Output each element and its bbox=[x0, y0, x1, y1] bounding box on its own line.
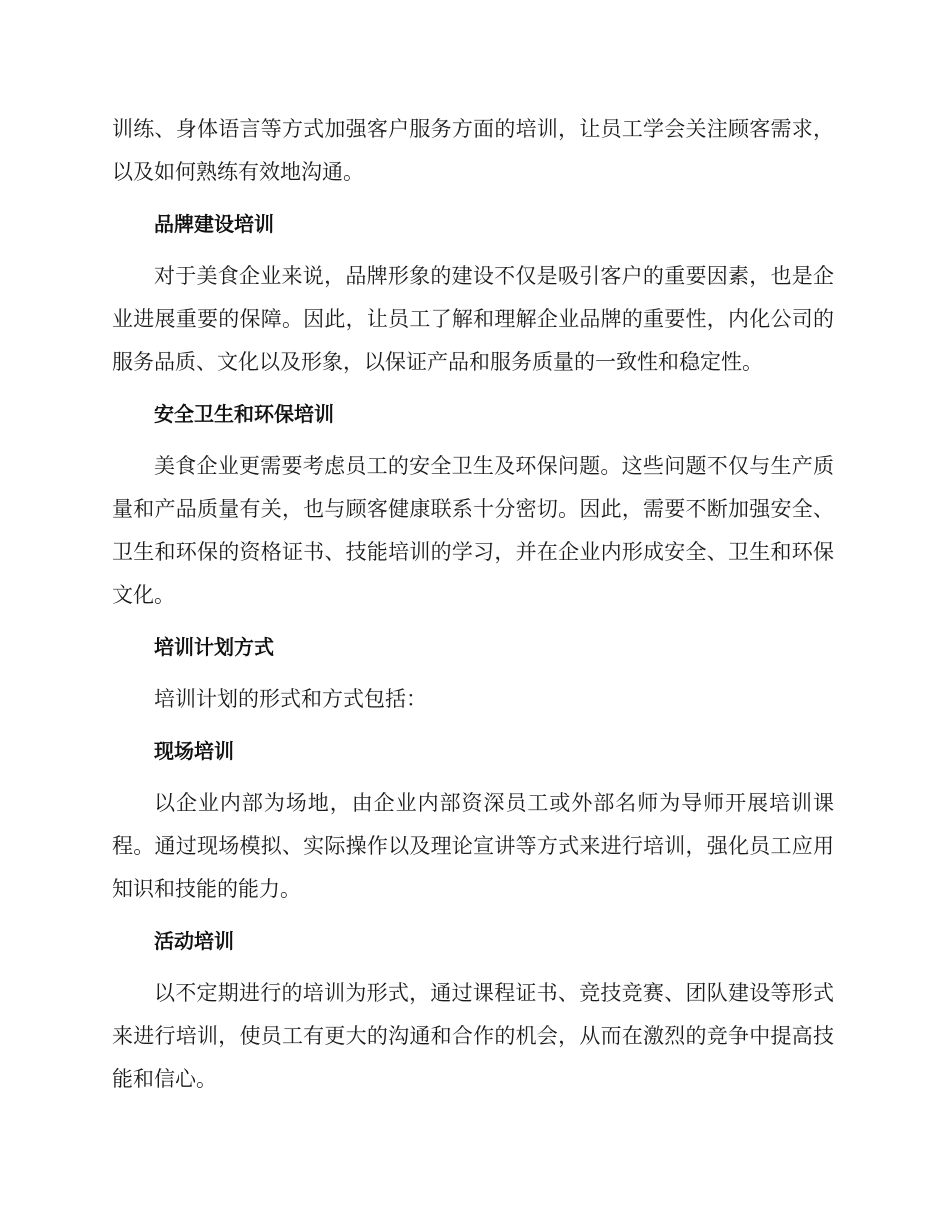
heading-safety-training: 安全卫生和环保培训 bbox=[154, 402, 334, 426]
heading-onsite-training: 现场培训 bbox=[154, 739, 234, 763]
paragraph-activity-training: 以不定期进行的培训为形式，通过课程证书、竞技竞赛、团队建设等形式来进行培训，使员工有更大的沟通和合作的机会，从而在激烈的竞争中提高技能和信心。 bbox=[112, 981, 834, 1091]
heading-brand-training: 品牌建设培训 bbox=[154, 212, 274, 236]
paragraph-safety-training: 美食企业更需要考虑员工的安全卫生及环保问题。这些问题不仅与生产质量和产品质量有关，也与顾客健康联系十分密切。因此，需要不断加强安全、卫生和环保的资格证书、技能培训的学习，并在企业内形成安全、卫生和环保文化。 bbox=[112, 454, 834, 607]
paragraph-intro: 训练、身体语言等方式加强客户服务方面的培训，让员工学会关注顾客需求，以及如何熟练有效地沟通。 bbox=[112, 117, 834, 184]
paragraph-brand-training: 对于美食企业来说，品牌形象的建设不仅是吸引客户的重要因素，也是企业进展重要的保障。因此，让员工了解和理解企业品牌的重要性，内化公司的服务品质、文化以及形象，以保证产品和服务质量的一致性和稳定性。 bbox=[112, 264, 834, 374]
paragraph-onsite-training: 以企业内部为场地，由企业内部资深员工或外部名师为导师开展培训课程。通过现场模拟、实际操作以及理论宣讲等方式来进行培训，强化员工应用知识和技能的能力。 bbox=[112, 791, 834, 901]
document-body bbox=[112, 108, 834, 1101]
paragraph-training-methods: 培训计划的形式和方式包括： bbox=[154, 687, 427, 711]
heading-training-methods: 培训计划方式 bbox=[154, 635, 274, 659]
heading-activity-training: 活动培训 bbox=[154, 929, 234, 953]
